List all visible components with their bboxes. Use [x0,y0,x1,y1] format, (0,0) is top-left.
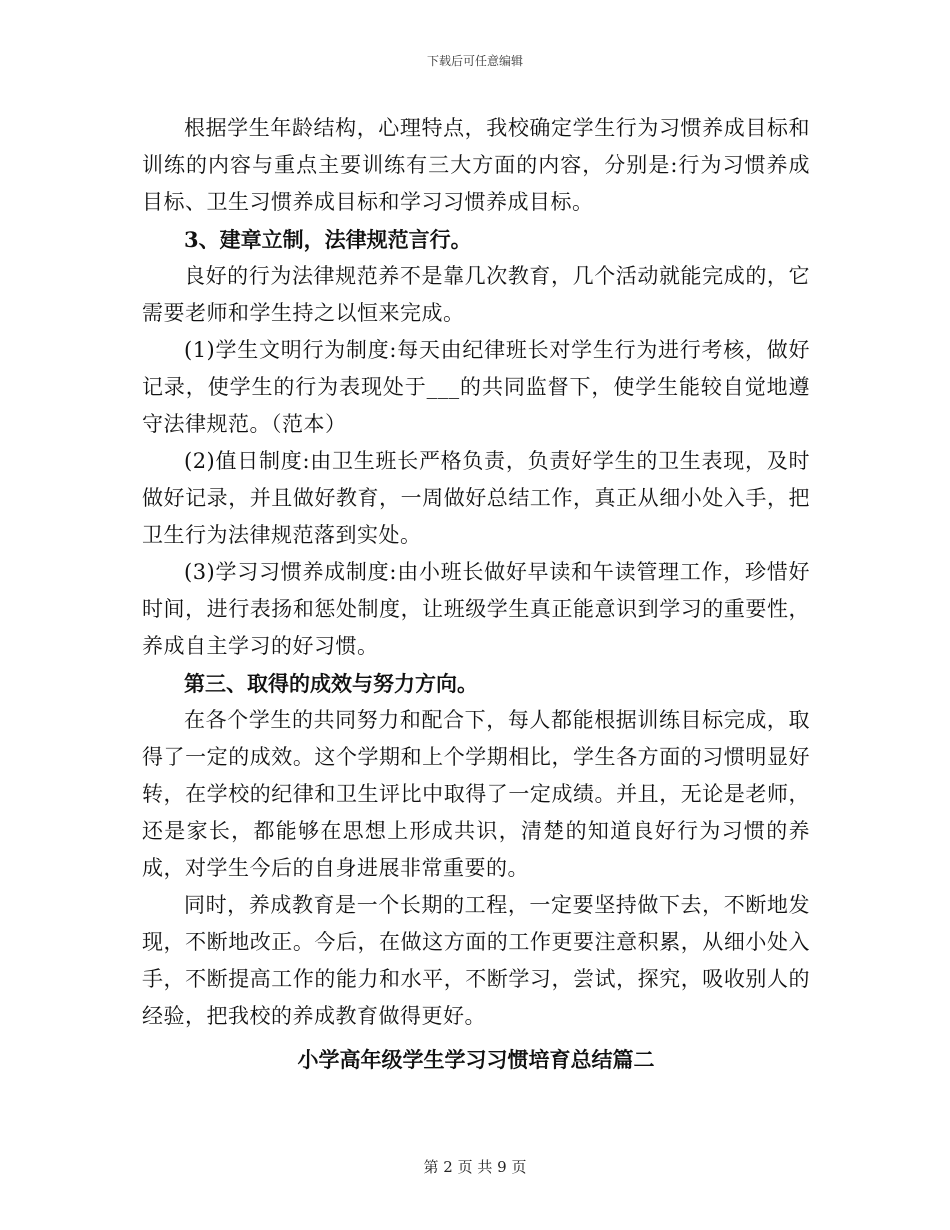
paragraph-good-behavior: 良好的行为法律规范养不是靠几次教育，几个活动就能完成的，它需要老师和学生持之以恒来完成。 [142,264,810,325]
heading-results: 第三、取得的成效与努力方向。 [184,671,478,696]
page-footer: 第 2 页 共 9 页 [423,1158,527,1176]
paragraph-rule-1: (1)学生文明行为制度:每天由纪律班长对学生行为进行考核，做好记录，使学生的行为表现处于___的共同监督下，使学生能较自觉地遵守法律规范。（范本） [142,338,810,436]
page-header: 下载后可任意编辑 [426,54,523,68]
document-body [142,110,810,1078]
paragraph-results: 在各个学生的共同努力和配合下，每人都能根据训练目标完成，取得了一定的成效。这个学期和上个学期相比，学生各方面的习惯明显好转，在学校的纪律和卫生评比中取得了一定成绩。并且，无论是老师，还是家长，都能够在思想上形成共识，清楚的知道良好行为习惯的养成，对学生今后的自身进展非常重要的。 [142,708,810,880]
heading-rules: 3、建章立制，法律规范言行。 [184,227,472,252]
paragraph-goals: 根据学生年龄结构，心理特点，我校确定学生行为习惯养成目标和训练的内容与重点主要训练有三大方面的内容，分别是:行为习惯养成目标、卫生习惯养成目标和学习习惯养成目标。 [142,116,810,214]
paragraph-rule-2: (2)值日制度:由卫生班长严格负责，负责好学生的卫生表现，及时做好记录，并且做好教育，一周做好总结工作，真正从细小处入手，把卫生行为法律规范落到实处。 [142,449,810,547]
paragraph-rule-3: (3)学习习惯养成制度:由小班长做好早读和午读管理工作，珍惜好时间，进行表扬和惩处制度，让班级学生真正能意识到学习的重要性，养成自主学习的好习惯。 [142,560,810,658]
section-title: 小学高年级学生学习习惯培育总结篇二 [297,1047,655,1072]
paragraph-future: 同时，养成教育是一个长期的工程，一定要坚持做下去，不断地发现，不断地改正。今后，在做这方面的工作更要注意积累，从细小处入手，不断提高工作的能力和水平，不断学习，尝试，探究，吸收别人的经验，把我校的养成教育做得更好。 [142,893,810,1028]
